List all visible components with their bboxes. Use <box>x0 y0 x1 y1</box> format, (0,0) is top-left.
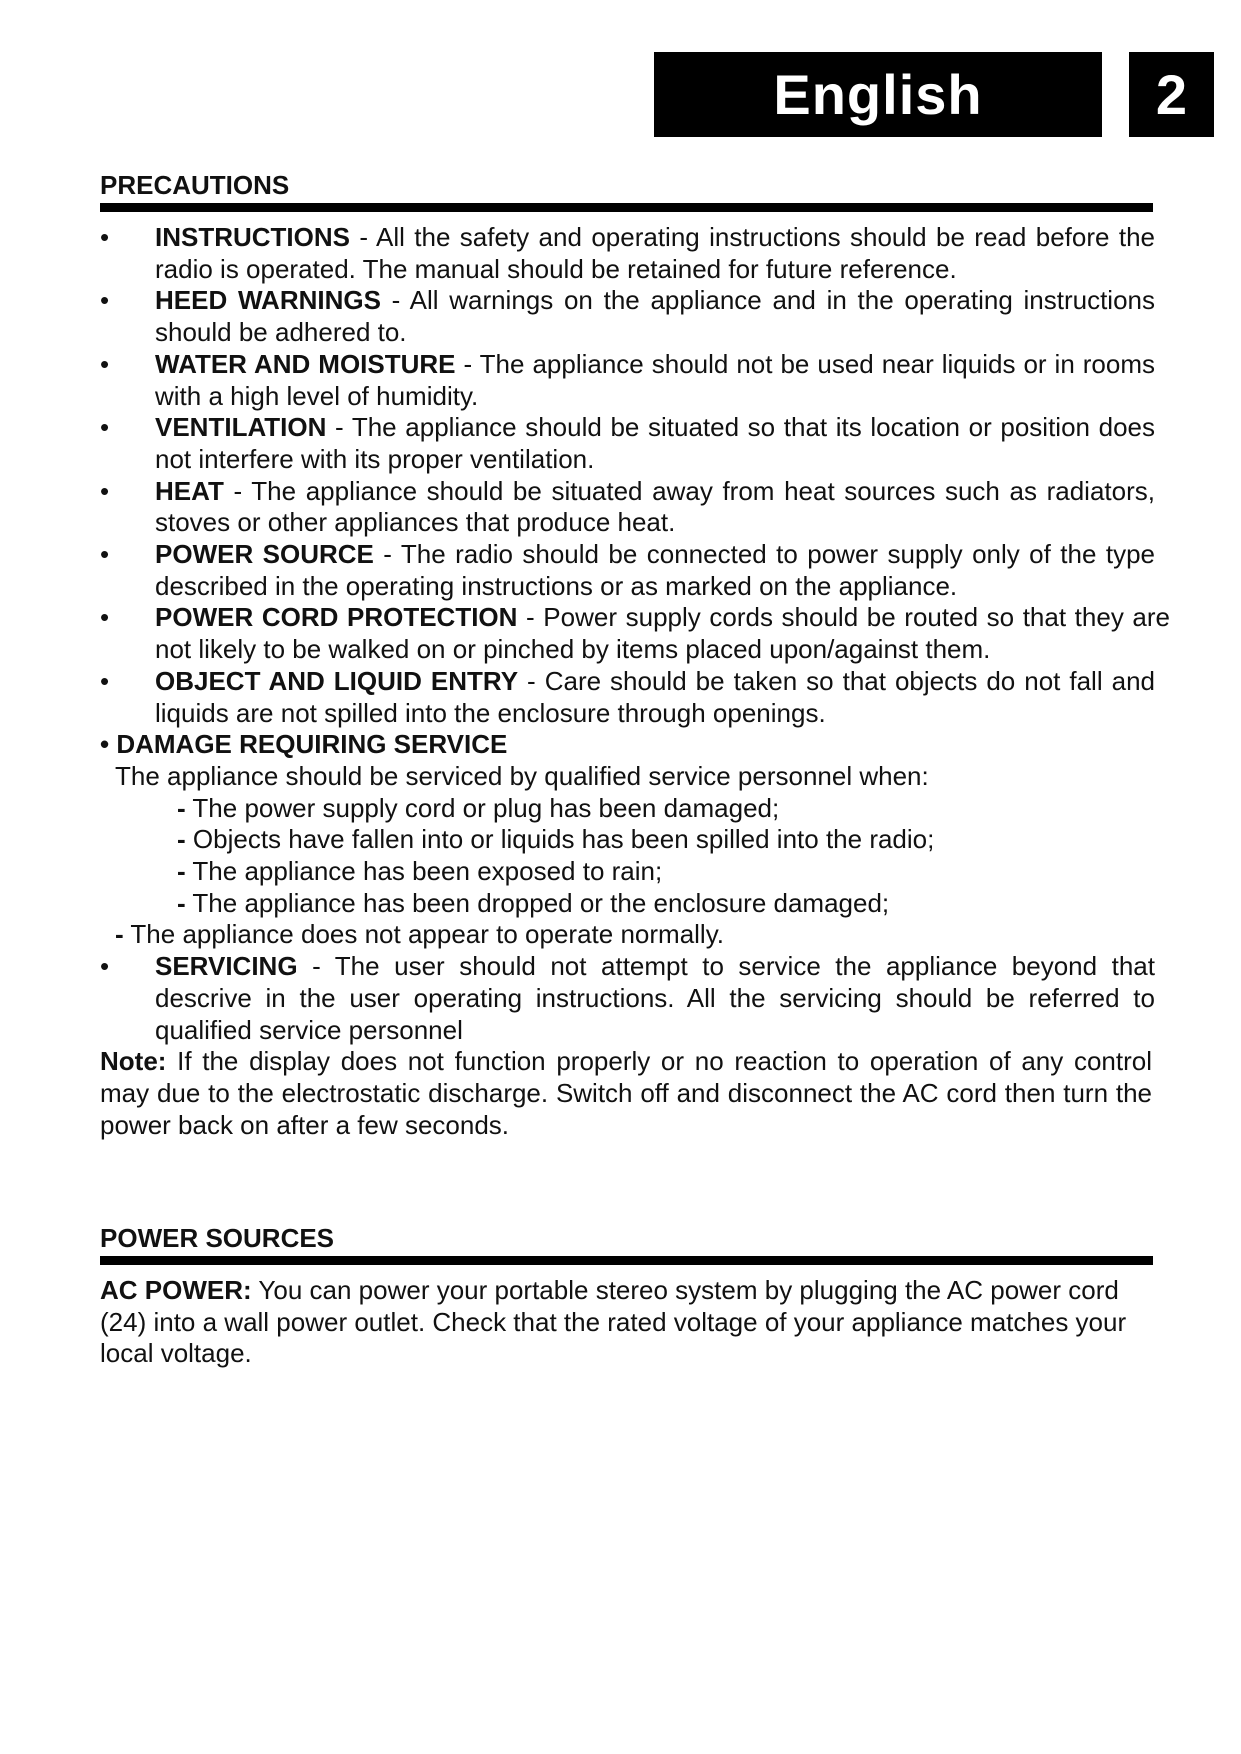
precautions-title: PRECAUTIONS <box>100 170 290 200</box>
bullet-icon: • <box>100 475 110 506</box>
bullet-icon: • <box>100 602 110 633</box>
precaution-item-heat <box>100 476 1155 539</box>
precaution-text: - The appliance should be situated away from heat sources such as radiators, stoves or other appliances that produce heat. <box>155 475 1155 538</box>
precaution-text: - Power supply cords should be routed so that they are not likely to be walked on or pinched by items placed upon/against them. <box>155 602 1170 665</box>
precaution-item-power-cord-protection <box>100 602 1170 665</box>
precaution-item-ventilation <box>100 412 1155 475</box>
damage-condition <box>100 793 1170 825</box>
dash-icon: - <box>177 792 186 823</box>
bullet-icon: • <box>100 285 110 316</box>
precaution-text: - All warnings on the appliance and in the operating instructions should be adhered to. <box>155 285 1155 348</box>
power-sources-title: POWER SOURCES <box>100 1223 335 1253</box>
damage-condition <box>100 856 1170 888</box>
dash-icon: - <box>177 887 186 918</box>
damage-condition-text: The power supply cord or plug has been damaged; <box>185 792 780 823</box>
bullet-icon: • <box>100 665 110 696</box>
ac-power-paragraph <box>100 1275 1152 1370</box>
precaution-item-instructions <box>100 222 1155 285</box>
precaution-label: WATER AND MOISTURE <box>155 348 456 379</box>
precaution-label: POWER SOURCE <box>155 539 374 570</box>
precaution-label: HEED WARNINGS <box>155 285 381 316</box>
precaution-item-servicing <box>100 951 1155 1046</box>
bullet-icon: • <box>100 951 110 982</box>
page-number: 2 <box>1129 52 1214 137</box>
damage-condition <box>100 919 1170 951</box>
bullet-icon: • <box>100 412 110 443</box>
precaution-text: - Care should be taken so that objects do not fall and liquids are not spilled into the enclosure through openings. <box>155 665 1155 728</box>
precaution-label: SERVICING <box>155 951 298 982</box>
precaution-item-power-source <box>100 539 1155 602</box>
language-header: English <box>654 52 1102 137</box>
precaution-label: VENTILATION <box>155 412 327 443</box>
precautions-content <box>100 222 1170 1141</box>
precaution-text: - The appliance should not be used near liquids or in rooms with a high level of humidity. <box>155 348 1155 411</box>
damage-condition-text: The appliance has been dropped or the enclosure damaged; <box>185 887 890 918</box>
damage-intro: The appliance should be serviced by qualified service personnel when: <box>115 760 929 791</box>
precaution-label: INSTRUCTIONS <box>155 222 350 252</box>
precaution-text: - The appliance should be situated so that its location or position does not interfere with its proper ventilation. <box>155 412 1155 474</box>
ac-power-label: AC POWER: <box>100 1275 252 1305</box>
precaution-item-object-liquid-entry <box>100 666 1155 729</box>
note-label: Note: <box>100 1046 167 1077</box>
power-sources-content <box>100 1275 1170 1370</box>
damage-requiring-service-title: • DAMAGE REQUIRING SERVICE <box>100 729 508 760</box>
dash-icon: - <box>115 919 124 950</box>
damage-condition-text: Objects have fallen into or liquids has been spilled into the radio; <box>185 824 935 855</box>
note-text: If the display does not function properly or no reaction to operation of any control may due to the electrostatic discharge. Switch off and disconnect the AC cord then turn the power back on after a few seconds. <box>100 1046 1152 1140</box>
bullet-icon: • <box>100 348 110 379</box>
damage-condition-text: The appliance does not appear to operate normally. <box>123 919 724 950</box>
precautions-divider <box>100 203 1153 212</box>
precaution-text: - The user should not attempt to service the appliance beyond that descrive in the user operating instructions. All the servicing should be referred to qualified service personnel <box>155 951 1155 1045</box>
damage-condition-text: The appliance has been exposed to rain; <box>185 856 663 887</box>
damage-condition <box>100 824 1170 856</box>
note-paragraph <box>100 1046 1152 1141</box>
dash-icon: - <box>177 856 186 887</box>
precaution-item-water-moisture <box>100 349 1155 412</box>
power-sources-divider <box>100 1256 1153 1265</box>
bullet-icon: • <box>100 222 110 252</box>
precaution-label: POWER CORD PROTECTION <box>155 602 518 633</box>
ac-power-text: You can power your portable stereo system by plugging the AC power cord (24) into a wall power outlet. Check that the rated voltage of your appliance matches your local voltage. <box>100 1275 1127 1369</box>
precaution-label: OBJECT AND LIQUID ENTRY <box>155 665 519 696</box>
precaution-label: HEAT <box>155 475 224 506</box>
precaution-text: - The radio should be connected to power supply only of the type described in the operating instructions or as marked on the appliance. <box>155 539 1155 601</box>
precaution-item-heed-warnings <box>100 285 1155 348</box>
damage-condition <box>100 888 1170 920</box>
dash-icon: - <box>177 824 186 855</box>
bullet-icon: • <box>100 539 110 570</box>
precaution-text: - All the safety and operating instructions should be read before the radio is operated. The manual should be retained for future reference. <box>155 222 1155 284</box>
